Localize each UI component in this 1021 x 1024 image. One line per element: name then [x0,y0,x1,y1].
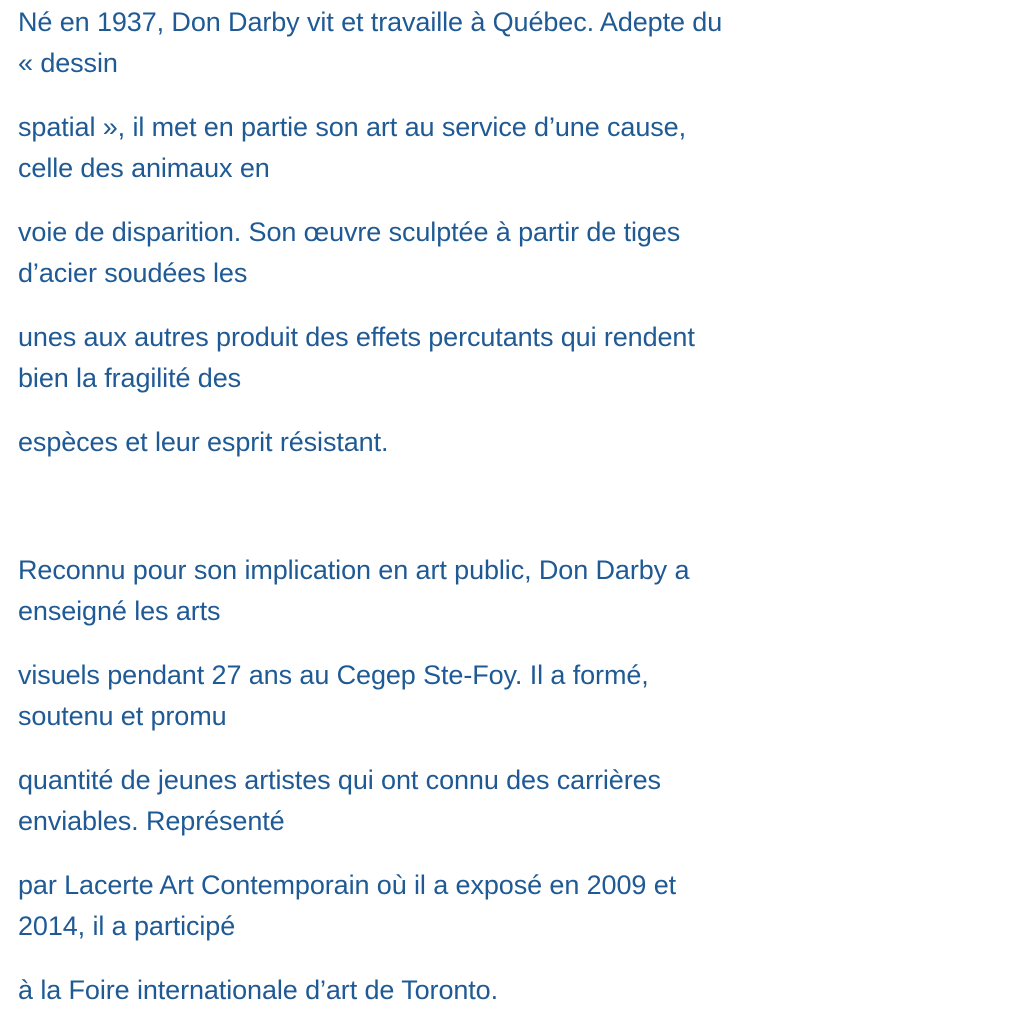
text-line: quantité de jeunes artistes qui ont connu des carrières [18,765,661,795]
text-line: voie de disparition. Son œuvre sculptée à partir de tiges [18,217,681,247]
text-line: soutenu et promu [18,701,227,731]
text-line: à la Foire internationale d’art de Toronto. [18,975,498,1005]
text-line: 2014, il a participé [18,911,236,941]
text-line: spatial », il met en partie son art au service d’une cause, [18,112,686,142]
text-line: par Lacerte Art Contemporain où il a exposé en 2009 et [18,870,677,900]
text-line: « dessin [18,48,118,78]
text-line: unes aux autres produit des effets percutants qui rendent [18,322,695,352]
text-line: Reconnu pour son implication en art public, Don Darby a [18,555,690,585]
text-line: visuels pendant 27 ans au Cegep Ste-Foy. Il a formé, [18,660,649,690]
text-line: bien la fragilité des [18,363,242,393]
text-line: celle des animaux en [18,153,270,183]
text-line: Né en 1937, Don Darby vit et travaille à Québec. Adepte du [18,7,723,37]
text-line: espèces et leur esprit résistant. [18,427,389,457]
text-line: enseigné les arts [18,596,221,626]
text-line: d’acier soudées les [18,258,248,288]
text-line: enviables. Représenté [18,806,285,836]
